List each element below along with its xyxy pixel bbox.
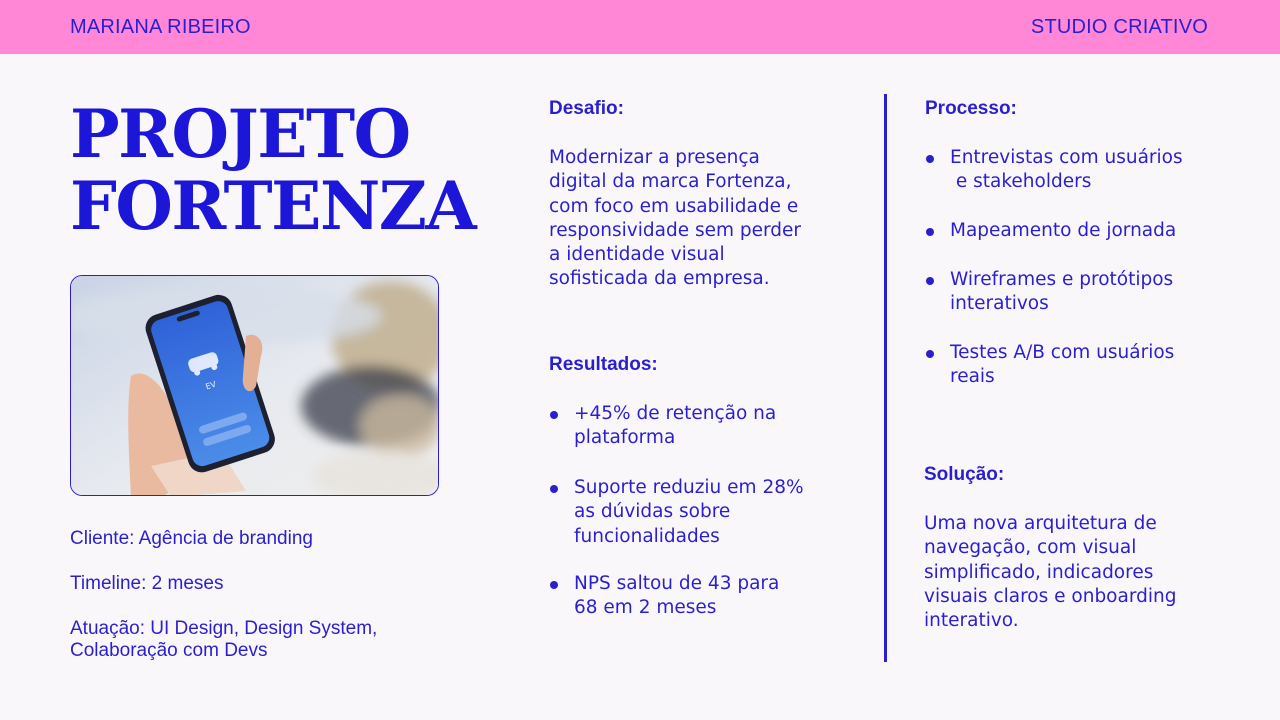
process-item-line: Mapeamento de jornada [950, 220, 1177, 241]
solution-line: simplificado, indicadores [924, 561, 1154, 583]
top-bar [0, 0, 1280, 54]
bullet-icon [550, 485, 558, 493]
results-item-line: +45% de retenção na [574, 403, 777, 424]
bullet-icon [550, 411, 558, 419]
results-item-line: funcionalidades [574, 525, 720, 547]
process-heading: Processo: [925, 98, 1017, 119]
challenge-line: digital da marca Fortenza, [549, 171, 792, 193]
results-item [550, 476, 804, 549]
challenge-text [549, 146, 801, 292]
process-item [926, 341, 1174, 390]
results-item-line: as dúvidas sobre [574, 501, 731, 523]
bullet-icon [926, 277, 934, 285]
bullet-icon [550, 581, 558, 589]
bullet-icon [926, 155, 934, 163]
process-item-line: interativos [950, 293, 1049, 315]
project-title-line-2: FORTENZA [70, 167, 476, 245]
solution-heading: Solução: [924, 464, 1005, 485]
results-item-line: Suporte reduziu em 28% [574, 477, 804, 498]
challenge-line: sofisticada da empresa. [549, 268, 770, 290]
process-item [926, 219, 1176, 243]
results-item-line: plataforma [574, 427, 676, 449]
solution-line: visuais claros e onboarding [924, 585, 1177, 607]
solution-text [924, 512, 1176, 633]
results-item [550, 402, 776, 451]
bullet-icon [926, 350, 934, 358]
challenge-line: responsividade sem perder [549, 219, 802, 241]
solution-line: interativo. [924, 610, 1019, 632]
solution-line: navegação, com visual [924, 537, 1137, 559]
results-item [550, 572, 779, 621]
phone-photo [70, 275, 439, 496]
process-item-line: Testes A/B com usuários [950, 342, 1175, 363]
app-name: EV [204, 379, 218, 392]
process-item-line: Wireframes e protótipos [950, 269, 1174, 290]
role-info-line-1: Atuação: UI Design, Design System, [70, 618, 378, 639]
challenge-line: com foco em usabilidade e [549, 195, 799, 217]
solution-line: Uma nova arquitetura de [924, 513, 1157, 534]
challenge-line: Modernizar a presença [549, 147, 760, 168]
phone-photo-illustration [71, 276, 439, 496]
project-title-line-1: PROJETO [70, 95, 410, 173]
role-info [70, 618, 377, 662]
challenge-line: a identidade visual [549, 244, 725, 266]
column-divider [884, 94, 887, 662]
results-heading: Resultados: [549, 354, 658, 375]
process-item [926, 268, 1173, 317]
bullet-icon [926, 228, 934, 236]
timeline-info: Timeline: 2 meses [70, 573, 224, 594]
process-item-line: e stakeholders [950, 171, 1092, 193]
studio-name: STUDIO CRIATIVO [1030, 16, 1208, 38]
author-name: MARIANA RIBEIRO [70, 16, 251, 38]
process-item-line: reais [950, 366, 995, 388]
role-info-line-2: Colaboração com Devs [70, 640, 268, 661]
client-info: Cliente: Agência de branding [70, 528, 313, 549]
process-item-line: Entrevistas com usuários [950, 147, 1183, 168]
process-item [926, 146, 1183, 195]
project-title [70, 95, 500, 245]
challenge-heading: Desafio: [549, 98, 624, 119]
results-item-line: 68 em 2 meses [574, 597, 717, 619]
results-item-line: NPS saltou de 43 para [574, 573, 780, 594]
